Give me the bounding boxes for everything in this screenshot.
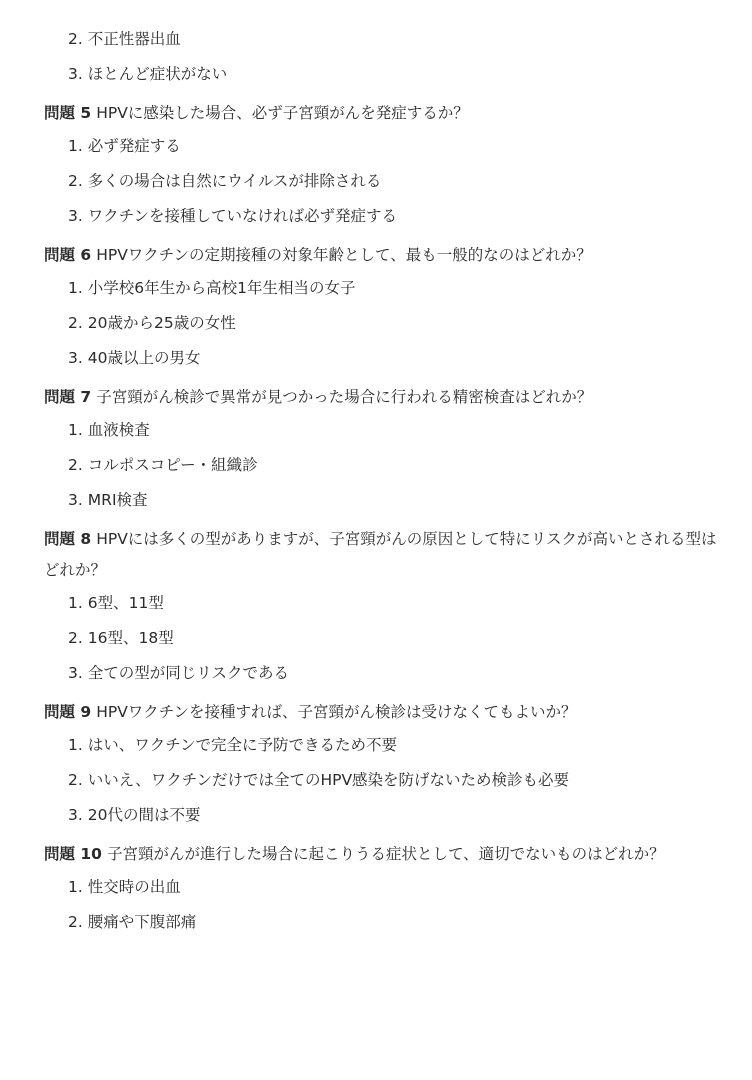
- option-text: いいえ、ワクチンだけでは全てのHPV感染を防げないため検診も必要: [87, 771, 570, 789]
- option-item: [68, 22, 752, 57]
- question-block-10: [0, 839, 752, 940]
- option-text: 必ず発症する: [87, 137, 181, 155]
- option-item: [68, 129, 752, 164]
- question-7: [0, 382, 752, 413]
- question-text: HPVには多くの型がありますが、子宮頸がんの原因として特にリスクが高いとされる型はどれか？: [44, 530, 717, 579]
- option-item: [68, 271, 752, 306]
- option-item: [68, 341, 752, 376]
- option-number: 3.: [68, 65, 83, 83]
- option-text: はい、ワクチンで完全に予防できるため不要: [87, 736, 398, 754]
- question-text: HPVワクチンを接種すれば、子宮頸がん検診は受けなくてもよいか？: [96, 703, 577, 721]
- option-text: ワクチンを接種していなければ必ず発症する: [87, 207, 398, 225]
- question-10: [0, 839, 752, 870]
- option-number: 2.: [68, 913, 83, 931]
- question-label: 問題 5: [44, 104, 92, 122]
- option-item: [68, 448, 752, 483]
- option-item: [68, 306, 752, 341]
- option-text: 6型、11型: [87, 594, 164, 612]
- question-text: HPVワクチンの定期接種の対象年齢として、最も一般的なのはどれか？: [96, 246, 592, 264]
- question-6: [0, 240, 752, 271]
- question-text: 子宮頸がん検診で異常が見つかった場合に行われる精密検査はどれか？: [96, 388, 593, 406]
- option-text: ほとんど症状がない: [87, 65, 228, 83]
- option-item: [68, 763, 752, 798]
- question-text: 子宮頸がんが進行した場合に起こりうる症状として、適切でないものはどれか？: [106, 845, 665, 863]
- option-number: 1.: [68, 878, 83, 896]
- question-label: 問題 9: [44, 703, 92, 721]
- option-number: 3.: [68, 349, 83, 367]
- option-text: 血液検査: [87, 421, 150, 439]
- intro-options-list: [0, 22, 752, 92]
- option-number: 3.: [68, 207, 83, 225]
- option-item: [68, 57, 752, 92]
- option-number: 2.: [68, 30, 83, 48]
- question-label: 問題 10: [44, 845, 102, 863]
- option-item: [68, 905, 752, 940]
- option-item: [68, 586, 752, 621]
- option-text: 40歳以上の男女: [87, 349, 201, 367]
- option-item: [68, 870, 752, 905]
- option-text: 不正性器出血: [87, 30, 181, 48]
- option-number: 2.: [68, 314, 83, 332]
- option-text: MRI検査: [87, 491, 148, 509]
- option-text: コルポスコピー・組織診: [87, 456, 258, 474]
- question-label: 問題 8: [44, 530, 92, 548]
- option-number: 1.: [68, 594, 83, 612]
- question-label: 問題 6: [44, 246, 92, 264]
- option-number: 1.: [68, 137, 83, 155]
- option-number: 1.: [68, 421, 83, 439]
- question-block-8: [0, 524, 752, 691]
- options-list-6: [0, 271, 752, 376]
- option-number: 2.: [68, 771, 83, 789]
- option-number: 1.: [68, 736, 83, 754]
- option-item: [68, 413, 752, 448]
- option-item: [68, 483, 752, 518]
- question-5: [0, 98, 752, 129]
- option-text: 多くの場合は自然にウイルスが排除される: [87, 172, 382, 190]
- option-number: 3.: [68, 664, 83, 682]
- option-number: 2.: [68, 456, 83, 474]
- options-list-7: [0, 413, 752, 518]
- options-list-9: [0, 728, 752, 833]
- option-item: [68, 656, 752, 691]
- options-list-5: [0, 129, 752, 234]
- option-text: 20代の間は不要: [87, 806, 201, 824]
- option-text: 全ての型が同じリスクである: [87, 664, 289, 682]
- option-text: 性交時の出血: [87, 878, 181, 896]
- question-block-5: [0, 98, 752, 234]
- option-number: 2.: [68, 629, 83, 647]
- question-block-9: [0, 697, 752, 833]
- option-text: 腰痛や下腹部痛: [87, 913, 197, 931]
- question-label: 問題 7: [44, 388, 92, 406]
- option-text: 20歳から25歳の女性: [87, 314, 236, 332]
- option-item: [68, 199, 752, 234]
- option-item: [68, 728, 752, 763]
- question-9: [0, 697, 752, 728]
- option-number: 2.: [68, 172, 83, 190]
- question-block-7: [0, 382, 752, 518]
- option-item: [68, 164, 752, 199]
- options-list-10: [0, 870, 752, 940]
- option-item: [68, 621, 752, 656]
- option-number: 1.: [68, 279, 83, 297]
- option-number: 3.: [68, 491, 83, 509]
- option-text: 16型、18型: [87, 629, 174, 647]
- option-item: [68, 798, 752, 833]
- option-number: 3.: [68, 806, 83, 824]
- question-text: HPVに感染した場合、必ず子宮頸がんを発症するか？: [96, 104, 469, 122]
- question-block-6: [0, 240, 752, 376]
- option-text: 小学校6年生から高校1年生相当の女子: [87, 279, 356, 297]
- options-list-8: [0, 586, 752, 691]
- question-8: [0, 524, 752, 586]
